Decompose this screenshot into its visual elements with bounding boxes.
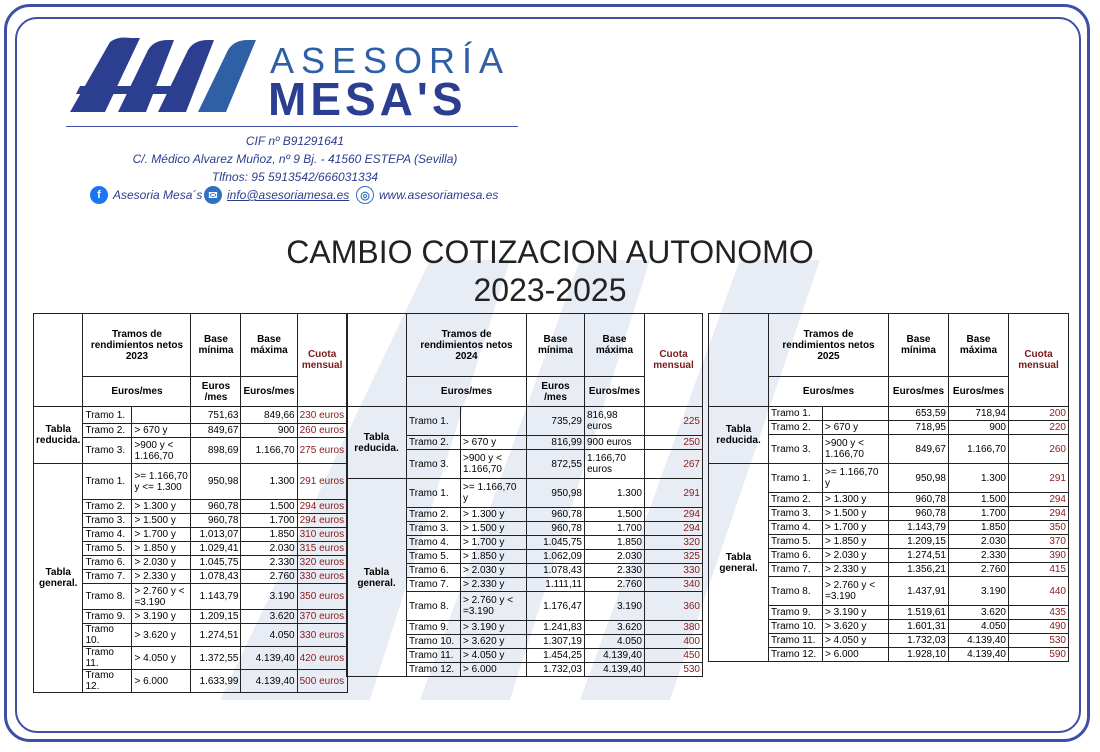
tramo-cell: Tramo 9. [769, 606, 823, 620]
tramo-cell: Tramo 12. [407, 663, 461, 677]
base-min-cell: 1.454,25 [527, 649, 585, 663]
cuota-cell: 415 [1009, 563, 1069, 577]
base-max-cell: 4.139,40 [949, 648, 1009, 662]
tramo-cell: Tramo 1. [769, 464, 823, 493]
cuota-cell: 200 [1009, 407, 1069, 421]
base-max-cell: 3.620 [585, 621, 645, 635]
base-max-cell: 4.139,40 [585, 663, 645, 677]
tramo-cell: Tramo 4. [83, 528, 132, 542]
range-cell: >900 y < 1.166,70 [823, 435, 889, 464]
base-max-cell: 2.030 [585, 550, 645, 564]
range-cell: >= 1.166,70 y <= 1.300 [132, 464, 191, 500]
cuota-cell: 260 euros [297, 424, 347, 438]
header-divider [66, 126, 518, 127]
base-max-cell: 4.139,40 [241, 647, 297, 670]
range-cell: > 1.300 y [461, 508, 527, 522]
cuota-cell: 420 euros [297, 647, 347, 670]
base-min-cell: 1.111,11 [527, 578, 585, 592]
cuota-cell: 350 euros [297, 584, 347, 610]
range-cell: > 2.760 y < =3.190 [132, 584, 191, 610]
base-min-cell: 1.274,51 [889, 549, 949, 563]
reducida-label: Tabla reducida. [347, 407, 407, 479]
range-cell: > 6.000 [132, 670, 191, 693]
range-cell: > 2.330 y [823, 563, 889, 577]
tramos-header: Tramos de rendimientos netos 2024 [407, 314, 527, 377]
range-cell: > 1.500 y [132, 514, 191, 528]
base-min-cell: 816,99 [527, 436, 585, 450]
range-cell: > 670 y [132, 424, 191, 438]
base-min-cell: 1.143,79 [191, 584, 241, 610]
base-min-cell: 1.078,43 [527, 564, 585, 578]
base-max-cell: 1.850 [949, 521, 1009, 535]
tramo-cell: Tramo 2. [407, 508, 461, 522]
base-min-cell: 960,78 [191, 500, 241, 514]
base-max-cell: 2.760 [949, 563, 1009, 577]
base-min-cell: 898,69 [191, 438, 241, 464]
email-label: info@asesoriamesa.es [227, 188, 350, 202]
base-min-cell: 950,98 [527, 479, 585, 508]
cuota-cell: 320 [645, 536, 703, 550]
cuota-cell: 294 euros [297, 500, 347, 514]
tramo-cell: Tramo 11. [769, 634, 823, 648]
range-cell: > 3.620 y [132, 624, 191, 647]
range-cell: > 2.030 y [823, 549, 889, 563]
base-max-cell: 1.300 [585, 479, 645, 508]
cuota-cell: 400 [645, 635, 703, 649]
tramo-cell: Tramo 12. [769, 648, 823, 662]
cuota-cell: 315 euros [297, 542, 347, 556]
base-max-cell: 1.500 [241, 500, 297, 514]
base-min-cell: 751,63 [191, 407, 241, 424]
cuota-cell: 294 [645, 522, 703, 536]
base-max-cell: 1.300 [241, 464, 297, 500]
base-min-cell: 1.307,19 [527, 635, 585, 649]
base-max-cell: 1.700 [949, 507, 1009, 521]
euros-mes-header: Euros/mes [407, 377, 527, 407]
base-max-cell: 4.050 [949, 620, 1009, 634]
page-title: CAMBIO COTIZACION AUTONOMO [286, 234, 814, 270]
base-min-cell: 653,59 [889, 407, 949, 421]
base-min-cell: 849,67 [889, 435, 949, 464]
range-cell: > 4.050 y [132, 647, 191, 670]
tramo-cell: Tramo 10. [769, 620, 823, 634]
corner-cell [34, 314, 83, 407]
range-cell: > 3.190 y [132, 610, 191, 624]
cuota-cell: 291 [645, 479, 703, 508]
tramo-cell: Tramo 2. [769, 421, 823, 435]
base-max-cell: 3.190 [241, 584, 297, 610]
cuota-cell: 325 [645, 550, 703, 564]
cuota-cell: 294 [645, 508, 703, 522]
tramo-cell: Tramo 8. [407, 592, 461, 621]
reducida-label: Tabla reducida. [709, 407, 769, 464]
tramo-cell: Tramo 1. [83, 464, 132, 500]
base-min-header: Base mínima [889, 314, 949, 377]
range-cell: > 1.500 y [461, 522, 527, 536]
tramo-cell: Tramo 2. [83, 424, 132, 438]
general-label: Tabla general. [34, 464, 83, 693]
cuota-header: Cuota mensual [297, 314, 347, 407]
tramo-cell: Tramo 1. [407, 407, 461, 436]
tramo-cell: Tramo 1. [769, 407, 823, 421]
cuota-cell: 590 [1009, 648, 1069, 662]
range-cell: > 2.330 y [461, 578, 527, 592]
brand-name-line1: ASESORÍA [270, 40, 511, 81]
base-max-cell: 4.139,40 [241, 670, 297, 693]
max-unit-header: Euros/mes [241, 377, 297, 407]
tramo-cell: Tramo 2. [407, 436, 461, 450]
tramo-cell: Tramo 10. [83, 624, 132, 647]
base-min-cell: 1.241,83 [527, 621, 585, 635]
base-min-cell: 1.062,09 [527, 550, 585, 564]
base-max-cell: 849,66 [241, 407, 297, 424]
range-cell: > 1.700 y [132, 528, 191, 542]
base-max-cell: 3.620 [241, 610, 297, 624]
base-max-cell: 2.760 [241, 570, 297, 584]
corner-cell [347, 314, 407, 407]
base-min-cell: 1.045,75 [191, 556, 241, 570]
table-row [347, 479, 703, 508]
corner-cell [709, 314, 769, 407]
cuota-cell: 440 [1009, 577, 1069, 606]
tramo-cell: Tramo 3. [769, 507, 823, 521]
cuota-cell: 330 euros [297, 624, 347, 647]
range-cell: > 1.300 y [823, 493, 889, 507]
tramo-cell: Tramo 6. [407, 564, 461, 578]
base-min-cell: 960,78 [191, 514, 241, 528]
range-cell: >900 y < 1.166,70 [461, 450, 527, 479]
range-cell: > 6.000 [461, 663, 527, 677]
min-unit-header: Euros /mes [527, 377, 585, 407]
euros-mes-header: Euros/mes [83, 377, 191, 407]
general-label: Tabla general. [709, 464, 769, 662]
base-min-cell: 735,29 [527, 407, 585, 436]
cif-text: CIF nº B91291641 [245, 134, 345, 148]
tramo-cell: Tramo 6. [769, 549, 823, 563]
tramo-cell: Tramo 5. [769, 535, 823, 549]
base-min-cell: 1.372,55 [191, 647, 241, 670]
base-max-header: Base máxima [241, 314, 297, 377]
base-min-cell: 872,55 [527, 450, 585, 479]
base-min-header: Base mínima [191, 314, 241, 377]
cuota-cell: 360 [645, 592, 703, 621]
base-min-cell: 1.045,75 [527, 536, 585, 550]
base-max-cell: 1.500 [585, 508, 645, 522]
base-max-cell: 4.139,40 [949, 634, 1009, 648]
max-unit-header: Euros/mes [949, 377, 1009, 407]
range-cell: > 3.620 y [823, 620, 889, 634]
cuota-cell: 500 euros [297, 670, 347, 693]
facebook-label: Asesoria Mesa´s [113, 188, 203, 202]
range-cell: > 4.050 y [823, 634, 889, 648]
base-min-cell: 950,98 [889, 464, 949, 493]
base-max-cell: 2.030 [949, 535, 1009, 549]
range-cell: > 1.850 y [132, 542, 191, 556]
base-min-cell: 1.029,41 [191, 542, 241, 556]
range-cell: > 670 y [461, 436, 527, 450]
tramos-header: Tramos de rendimientos netos 2023 [83, 314, 191, 377]
cuota-cell: 530 [645, 663, 703, 677]
base-max-cell: 4.050 [241, 624, 297, 647]
reducida-label: Tabla reducida. [34, 407, 83, 464]
cuota-cell: 340 [645, 578, 703, 592]
email-link[interactable] [204, 186, 349, 204]
base-min-cell: 950,98 [191, 464, 241, 500]
cuota-cell: 260 [1009, 435, 1069, 464]
tramo-cell: Tramo 3. [407, 450, 461, 479]
range-cell [461, 407, 527, 436]
web-label: www.asesoriamesa.es [379, 188, 499, 202]
base-max-cell: 2.760 [585, 578, 645, 592]
base-max-cell: 2.330 [241, 556, 297, 570]
base-min-cell: 1.143,79 [889, 521, 949, 535]
range-cell [132, 407, 191, 424]
contribution-table-2 [346, 313, 703, 677]
range-cell: > 1.500 y [823, 507, 889, 521]
brand-name-line2: MESA'S [268, 73, 467, 125]
cuota-cell: 530 [1009, 634, 1069, 648]
base-min-cell: 960,78 [527, 508, 585, 522]
base-max-cell: 900 euros [585, 436, 645, 450]
tramo-cell: Tramo 3. [407, 522, 461, 536]
table-row [709, 407, 1069, 421]
euros-mes-header: Euros/mes [769, 377, 889, 407]
base-max-cell: 816,98 euros [585, 407, 645, 436]
tramo-cell: Tramo 2. [83, 500, 132, 514]
tramo-cell: Tramo 12. [83, 670, 132, 693]
base-max-cell: 1.300 [949, 464, 1009, 493]
cuota-cell: 250 [645, 436, 703, 450]
range-cell: > 2.760 y < =3.190 [461, 592, 527, 621]
tramo-cell: Tramo 5. [407, 550, 461, 564]
table-row [34, 464, 348, 500]
cuota-cell: 330 euros [297, 570, 347, 584]
cuota-cell: 370 [1009, 535, 1069, 549]
facebook-link[interactable] [90, 186, 202, 204]
cuota-cell: 330 [645, 564, 703, 578]
cuota-cell: 294 [1009, 493, 1069, 507]
base-max-cell: 4.139,40 [585, 649, 645, 663]
base-max-cell: 900 [241, 424, 297, 438]
cuota-cell: 220 [1009, 421, 1069, 435]
base-min-cell: 1.732,03 [527, 663, 585, 677]
range-cell: > 1.700 y [823, 521, 889, 535]
web-link[interactable] [356, 186, 498, 204]
base-max-header: Base máxima [585, 314, 645, 377]
base-max-cell: 3.190 [585, 592, 645, 621]
facebook-icon: f [90, 186, 108, 204]
base-max-cell: 3.620 [949, 606, 1009, 620]
table-row [34, 407, 348, 424]
tramo-cell: Tramo 4. [769, 521, 823, 535]
range-cell: > 2.030 y [132, 556, 191, 570]
cuota-cell: 267 [645, 450, 703, 479]
base-min-cell: 849,67 [191, 424, 241, 438]
cuota-cell: 230 euros [297, 407, 347, 424]
range-cell: > 1.850 y [461, 550, 527, 564]
base-max-cell: 1.500 [949, 493, 1009, 507]
cuota-cell: 294 euros [297, 514, 347, 528]
base-max-cell: 2.030 [241, 542, 297, 556]
table-row [347, 407, 703, 436]
max-unit-header: Euros/mes [585, 377, 645, 407]
range-cell: > 1.300 y [132, 500, 191, 514]
globe-icon: ◎ [356, 186, 374, 204]
base-min-cell: 1.519,61 [889, 606, 949, 620]
cuota-cell: 390 [1009, 549, 1069, 563]
base-min-cell: 1.732,03 [889, 634, 949, 648]
base-min-cell: 1.633,99 [191, 670, 241, 693]
range-cell: > 2.030 y [461, 564, 527, 578]
general-label: Tabla general. [347, 479, 407, 677]
contribution-table-3 [708, 313, 1069, 662]
tramo-cell: Tramo 1. [407, 479, 461, 508]
range-cell: > 1.850 y [823, 535, 889, 549]
tramo-cell: Tramo 3. [83, 514, 132, 528]
phone-text: Tlfnos: 95 5913542/666031334 [211, 170, 379, 184]
tramo-cell: Tramo 7. [83, 570, 132, 584]
range-cell: > 3.620 y [461, 635, 527, 649]
tramo-cell: Tramo 3. [769, 435, 823, 464]
base-min-cell: 1.176,47 [527, 592, 585, 621]
base-min-cell: 960,78 [889, 493, 949, 507]
tramo-cell: Tramo 8. [769, 577, 823, 606]
range-cell: > 670 y [823, 421, 889, 435]
base-max-cell: 3.190 [949, 577, 1009, 606]
tramo-cell: Tramo 2. [769, 493, 823, 507]
base-min-cell: 1.209,15 [191, 610, 241, 624]
base-min-cell: 1.601,31 [889, 620, 949, 634]
base-max-cell: 1.700 [585, 522, 645, 536]
base-min-cell: 1.078,43 [191, 570, 241, 584]
base-max-cell: 2.330 [949, 549, 1009, 563]
cuota-cell: 310 euros [297, 528, 347, 542]
base-max-cell: 1.850 [585, 536, 645, 550]
range-cell: >= 1.166,70 y [823, 464, 889, 493]
tramo-cell: Tramo 7. [769, 563, 823, 577]
company-logo [70, 36, 260, 116]
base-max-cell: 1.850 [241, 528, 297, 542]
range-cell: > 2.330 y [132, 570, 191, 584]
base-min-cell: 1.274,51 [191, 624, 241, 647]
range-cell: > 4.050 y [461, 649, 527, 663]
cuota-cell: 291 euros [297, 464, 347, 500]
base-min-cell: 1.437,91 [889, 577, 949, 606]
base-max-cell: 2.330 [585, 564, 645, 578]
tramo-cell: Tramo 9. [407, 621, 461, 635]
tramo-cell: Tramo 4. [407, 536, 461, 550]
address-text: C/. Médico Alvarez Muñoz, nº 9 Bj. - 41560 ESTEPA (Sevilla) [132, 152, 458, 166]
page-subtitle: 2023-2025 [473, 272, 627, 308]
cuota-cell: 450 [645, 649, 703, 663]
cuota-cell: 435 [1009, 606, 1069, 620]
base-max-cell: 1.166,70 euros [585, 450, 645, 479]
cuota-cell: 291 [1009, 464, 1069, 493]
tramos-header: Tramos de rendimientos netos 2025 [769, 314, 889, 377]
range-cell: > 3.190 y [461, 621, 527, 635]
base-max-cell: 1.700 [241, 514, 297, 528]
cuota-cell: 320 euros [297, 556, 347, 570]
base-max-cell: 1.166,70 [241, 438, 297, 464]
tramo-cell: Tramo 11. [407, 649, 461, 663]
cuota-cell: 490 [1009, 620, 1069, 634]
cuota-cell: 225 [645, 407, 703, 436]
base-max-header: Base máxima [949, 314, 1009, 377]
base-min-cell: 1.356,21 [889, 563, 949, 577]
range-cell [823, 407, 889, 421]
tramo-cell: Tramo 9. [83, 610, 132, 624]
range-cell: > 2.760 y < =3.190 [823, 577, 889, 606]
range-cell: >900 y < 1.166,70 [132, 438, 191, 464]
cuota-cell: 294 [1009, 507, 1069, 521]
contribution-table-1 [33, 313, 348, 693]
base-min-cell: 960,78 [889, 507, 949, 521]
range-cell: > 6.000 [823, 648, 889, 662]
cuota-header: Cuota mensual [1009, 314, 1069, 407]
min-unit-header: Euros /mes [191, 377, 241, 407]
base-min-cell: 1.928,10 [889, 648, 949, 662]
range-cell: > 1.700 y [461, 536, 527, 550]
tramo-cell: Tramo 8. [83, 584, 132, 610]
cuota-header: Cuota mensual [645, 314, 703, 407]
cuota-cell: 380 [645, 621, 703, 635]
cuota-cell: 350 [1009, 521, 1069, 535]
tramo-cell: Tramo 11. [83, 647, 132, 670]
mail-icon: ✉ [204, 186, 222, 204]
tramo-cell: Tramo 6. [83, 556, 132, 570]
cuota-cell: 275 euros [297, 438, 347, 464]
base-min-cell: 1.013,07 [191, 528, 241, 542]
base-max-cell: 4.050 [585, 635, 645, 649]
range-cell: > 3.190 y [823, 606, 889, 620]
base-max-cell: 900 [949, 421, 1009, 435]
table-row [709, 464, 1069, 493]
tramo-cell: Tramo 10. [407, 635, 461, 649]
base-max-cell: 718,94 [949, 407, 1009, 421]
base-min-header: Base mínima [527, 314, 585, 377]
tramo-cell: Tramo 5. [83, 542, 132, 556]
range-cell: >= 1.166,70 y [461, 479, 527, 508]
tramo-cell: Tramo 3. [83, 438, 132, 464]
tramo-cell: Tramo 1. [83, 407, 132, 424]
base-min-cell: 1.209,15 [889, 535, 949, 549]
base-min-cell: 960,78 [527, 522, 585, 536]
tramo-cell: Tramo 7. [407, 578, 461, 592]
base-min-cell: 718,95 [889, 421, 949, 435]
base-max-cell: 1.166,70 [949, 435, 1009, 464]
min-unit-header: Euros/mes [889, 377, 949, 407]
cuota-cell: 370 euros [297, 610, 347, 624]
